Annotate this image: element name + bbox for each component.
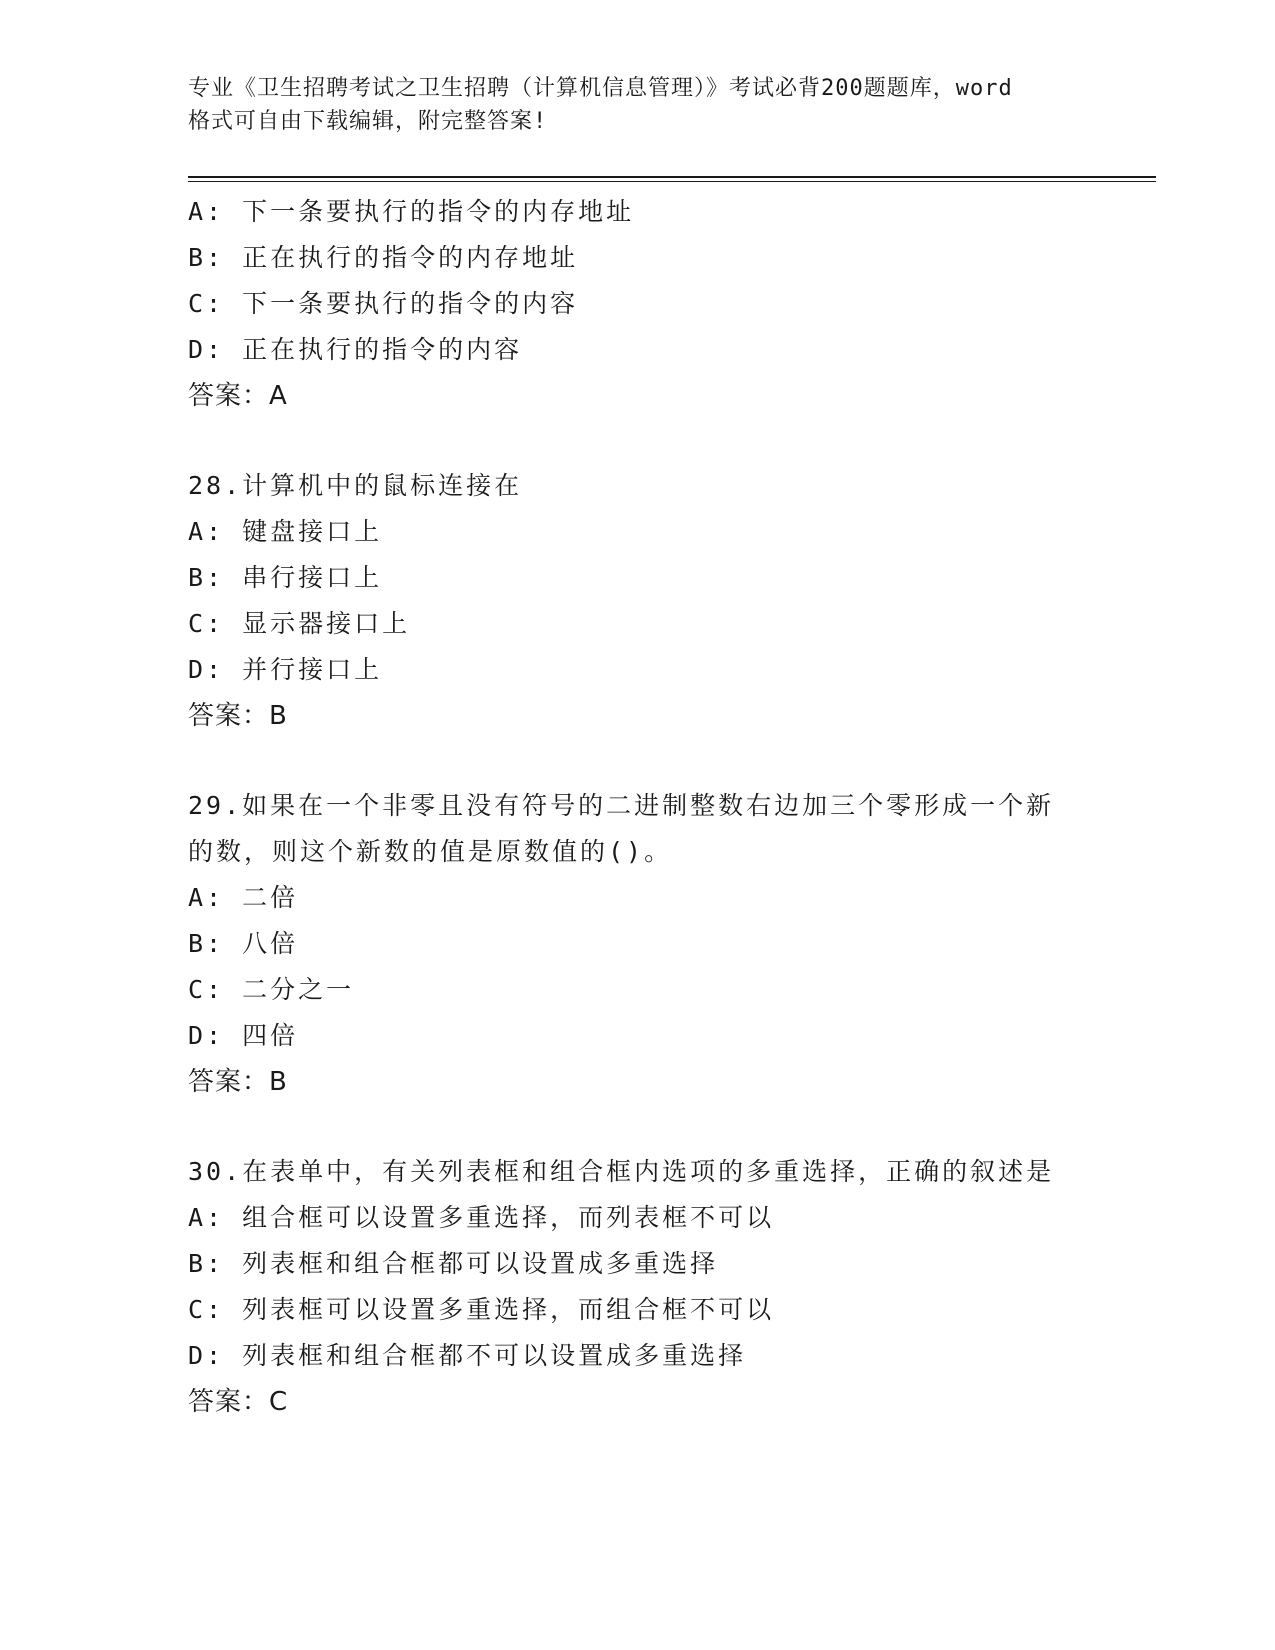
option-b: B: 八倍 [188,929,299,958]
answer: 答案：A [188,381,288,411]
header-line-1: 专业《卫生招聘考试之卫生招聘（计算机信息管理）》考试必背200题题库，word [188,76,1013,101]
answer: 答案：B [188,701,288,731]
question-stem-line-2: 的数，则这个新数的值是原数值的()。 [188,837,673,866]
document-header [188,72,1088,138]
option-a: A: 二倍 [188,883,299,912]
header-divider-thick [188,176,1156,178]
option-d: D: 并行接口上 [188,655,383,684]
question-29 [188,783,1088,1105]
question-stem-line-1: 29.如果在一个非零且没有符号的二进制整数右边加三个零形成一个新 [188,791,1055,820]
option-c: C: 二分之一 [188,975,355,1004]
option-d: D: 列表框和组合框都不可以设置成多重选择 [188,1341,747,1370]
option-b: B: 正在执行的指令的内存地址 [188,243,579,272]
question-30 [188,1149,1088,1425]
option-a: A: 键盘接口上 [188,517,383,546]
option-b: B: 串行接口上 [188,563,383,592]
option-b: B: 列表框和组合框都可以设置成多重选择 [188,1249,719,1278]
answer: 答案：C [188,1387,289,1417]
header-divider-thin [188,181,1156,182]
question-27 [188,189,1088,419]
question-stem: 28.计算机中的鼠标连接在 [188,471,523,500]
question-28 [188,463,1088,739]
option-a: A: 下一条要执行的指令的内存地址 [188,197,635,226]
option-a: A: 组合框可以设置多重选择，而列表框不可以 [188,1203,775,1232]
header-line-2: 格式可自由下载编辑，附完整答案! [188,109,548,134]
option-c: C: 列表框可以设置多重选择，而组合框不可以 [188,1295,775,1324]
question-list [188,189,1088,1425]
option-c: C: 显示器接口上 [188,609,411,638]
question-stem: 30.在表单中，有关列表框和组合框内选项的多重选择，正确的叙述是 [188,1157,1055,1186]
option-c: C: 下一条要执行的指令的内容 [188,289,579,318]
answer: 答案：B [188,1067,288,1097]
option-d: D: 四倍 [188,1021,299,1050]
option-d: D: 正在执行的指令的内容 [188,335,523,364]
